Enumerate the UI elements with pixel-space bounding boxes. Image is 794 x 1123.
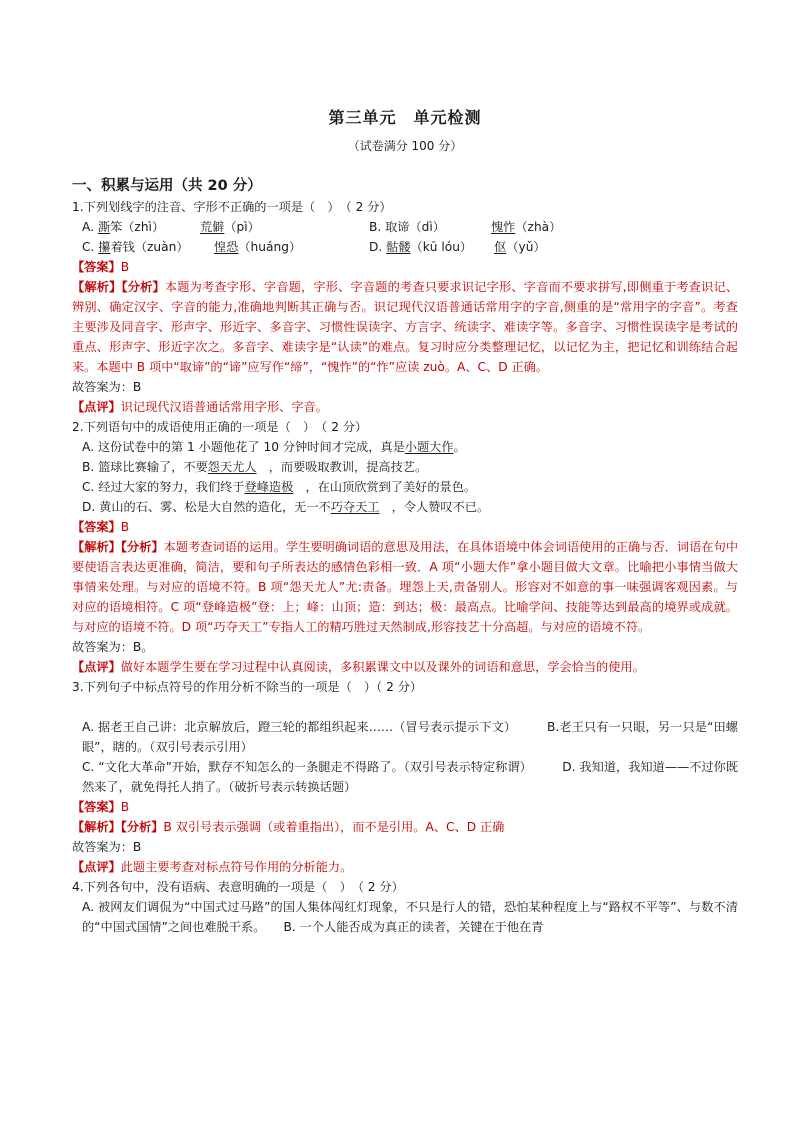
question-2-option-c: C. 经过大家的努力，我们终于登峰造极 ，在山顶欣赏到了美好的景色。 (82, 480, 477, 494)
section-heading: 一、积累与运用（共 20 分） (72, 178, 262, 194)
question-2-option-a: A. 这份试卷中的第 1 小题他花了 10 分钟时间才完成，真是小题大作。 (82, 440, 466, 454)
question-3-options-cd: C. “文化大革命”开始，默存不知怎么的一条腿走不得路了。（双引号表示特定称谓） D. 我知道，我知道——不过你既然来了，就免得托人捎了。（破折号表示转换话题） (82, 760, 738, 794)
option-d: D. 骷髅（kū lóu） 伛（yǔ） (369, 240, 546, 254)
question-2-comment: 【点评】做好本题学生要在学习过程中认真阅读，多积累课文中以及课外的词语和意思，学会恰当的使用。 (72, 660, 645, 674)
question-1-options-cd (72, 237, 738, 257)
question-3-stem: 3.下列句子中标点符号的作用分析不除当的一项是（ ）（ 2 分） (72, 680, 423, 694)
question-1-options-ab (72, 217, 738, 237)
question-2-analysis: 【解析】【分析】本题考查词语的运用。学生要明确词语的意思及用法，在具体语境中体会词语使用的正确与否．词语在句中要使语言表达更准确，简洁，要和句子所表达的感情色彩相一致．A 项“小题大作”拿小题目做大文章。比喻把小事情当做大事情来处理。与对应的语境不符。B 项“怨天尤人”尤:责备。埋怨上天,责备别人。形容对不如意的事一味强调客观因素。与对应的语境相符。C 项“登峰造极”登：上；峰：山顶；造：到达；极：最高点。比喻学问、技能等达到最高的境界或成就。 与对应的语境不符。D 项“巧夺天工”专指人工的精巧胜过天然制成,形容技艺十分高超。与对应的语境不符。 (72, 540, 739, 634)
question-3-analysis: 【解析】【分析】B 双引号表示强调（或着重指出），而不是引用。A、C、D 正确 (72, 820, 505, 834)
question-2-stem: 2.下列语句中的成语使用正确的一项是（ ） （ 2 分） (72, 420, 368, 434)
question-1-stem: 1.下列划线字的注音、字形不正确的一项是（ ） （ 2 分） (72, 200, 392, 214)
document-title: 第三单元 单元检测 (328, 108, 482, 127)
question-3-comment: 【点评】此题主要考查对标点符号作用的分析能力。 (72, 860, 353, 874)
question-1-answer: 【答案】B (72, 260, 130, 274)
option-a-part2: 荒僻（pì） (200, 220, 260, 234)
option-c-part1: C. 攥着钱（zuàn） (82, 240, 189, 254)
document-subtitle: （试卷满分 100 分） (347, 139, 463, 153)
question-2-option-b: B. 篮球比赛输了，不要怨天尤人 ，而要吸取教训，提高技艺。 (82, 460, 428, 474)
spacer (72, 697, 738, 717)
question-3-options-ab: A. 据老王自己讲：北京解放后，蹬三轮的都组织起来……（冒号表示提示下文） B.老王只有一只眼，另一只是“田螺眼”，瞎的。（双引号表示引用） (82, 720, 738, 754)
question-4-stem: 4.下列各句中，没有语病、表意明确的一项是（ ） （ 2 分） (72, 880, 404, 894)
question-2-option-d: D. 黄山的石、雾、松是大自然的造化，无一不巧夺天工 ，令人赞叹不已。 (82, 500, 490, 514)
question-2-answer: 【答案】B (72, 520, 130, 534)
option-b: B. 取谛（dì） 愧怍（zhà） (369, 220, 562, 234)
question-3-verdict: 故答案为：B (72, 840, 142, 854)
question-1-verdict: 故答案为：B (72, 380, 142, 394)
question-2-verdict: 故答案为：B。 (72, 640, 154, 654)
option-a-part1: A. 澌笨（zhì） (82, 220, 165, 234)
question-1-analysis: 【解析】【分析】本题为考查字形、字音题，字形、字音题的考查只要求识记字形、字音而不要求拼写,即侧重于考查识记、辨别、确定汉字、字音的能力,准确地判断其正确与否。识记现代汉语普通话常用字的字音,侧重的是“常用字的字音”。考查主要涉及同音字、形声字、形近字、多音字、习惯性误读字、方言字、统读字、难读字等。多音字、习惯性误读字是考试的重点、形声字、形近字次之。多音字、难读字是“认读”的难点。复习时应分类整理记忆，以记忆为主，把记忆和训练结合起来。本题中 B 项中“取谛”的“谛”应写作“缔”，“愧怍”的“怍”应读 zuò。A、C、D 正确。 (72, 280, 739, 374)
option-c-part2: 惶恐（huáng） (214, 240, 302, 254)
question-1-comment: 【点评】识记现代汉语普通话常用字形、字音。 (72, 400, 328, 414)
question-3-answer: 【答案】B (72, 800, 130, 814)
question-4-options-ab: A. 被网友们调侃为“中国式过马路”的国人集体闯红灯现象，不只是行人的错，恐怕某种程度上与“路权不平等”、与数不清的“中国式国情”之间也难脱干系。 B. 一个人能否成为真正的读者，关键在于他在青 (82, 900, 738, 934)
